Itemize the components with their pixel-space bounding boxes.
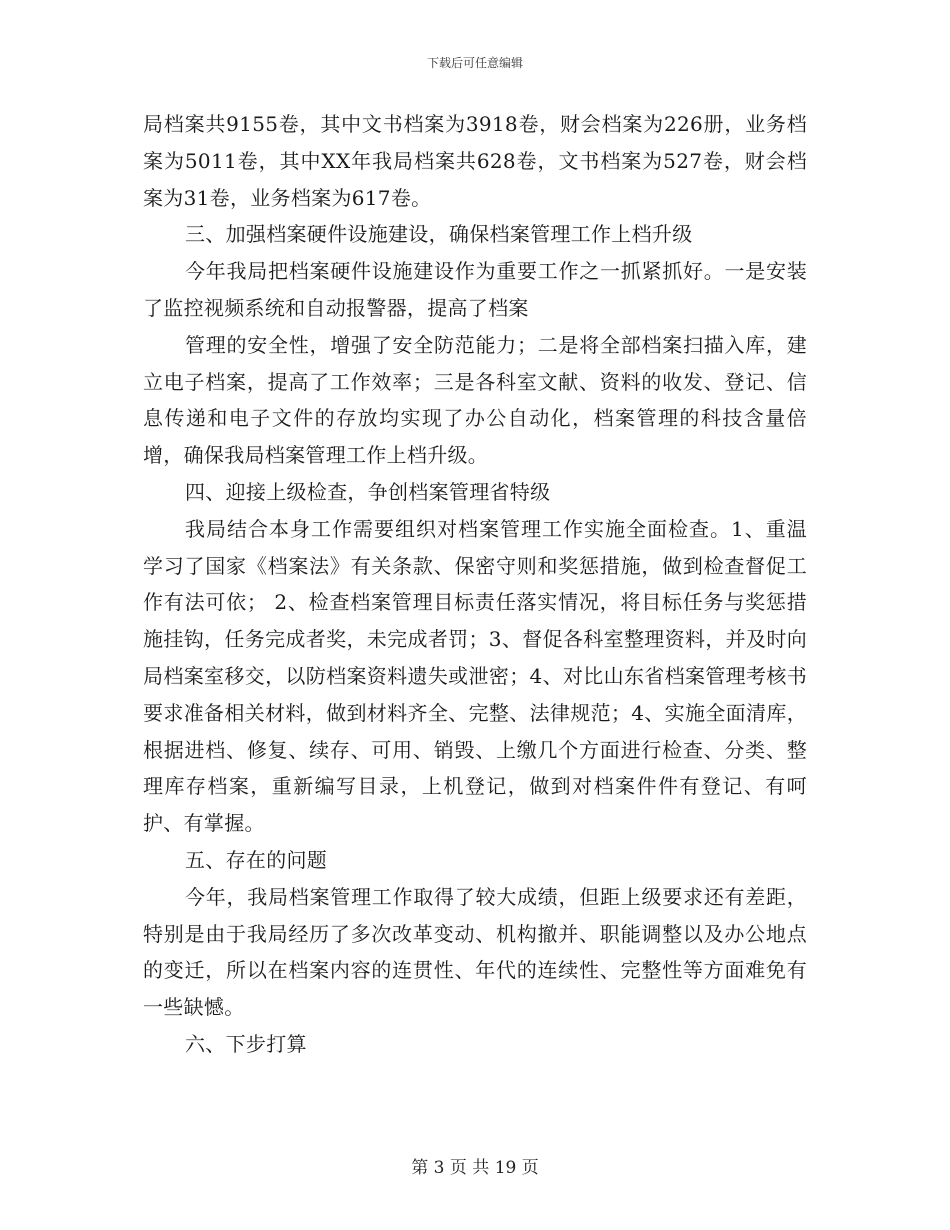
page-number-footer: 第 3 页 共 19 页 <box>411 1158 539 1178</box>
paragraph-problems: 今年，我局档案管理工作取得了较大成绩，但距上级要求还有差距，特别是由于我局经历了多次改革变动、机构撤并、职能调整以及办公地点的变迁，所以在档案内容的连贯性、年代的连续性、完整性等方面难免有一些缺憾。 <box>143 884 807 1020</box>
paragraph-hardware-intro: 今年我局把档案硬件设施建设作为重要工作之一抓紧抓好。一是安装了监控视频系统和自动报警器，提高了档案 <box>143 259 807 320</box>
section-heading-5: 五、存在的问题 <box>185 847 328 872</box>
paragraph-inspection: 我局结合本身工作需要组织对档案管理工作实施全面检查。1、重温学习了国家《档案法》有关条款、保密守则和奖惩措施，做到检查督促工作有法可依； 2、检查档案管理目标责任落实情况，将目标任务与奖惩措施挂钩，任务完成者奖，未完成者罚；3、督促各科室整理资料，并及时向局档案室移交，以防档案资料遗失或泄密；4、对比山东省档案管理考核书要求准备相关材料，做到材料齐全、完整、法律规范；4、实施全面清库，根据进档、修复、续存、可用、销毁、上缴几个方面进行检查、分类、整理库存档案，重新编写目录，上机登记，做到对档案件件有登记、有呵护、有掌握。 <box>143 516 807 836</box>
page-header-note: 下载后可任意编辑 <box>426 56 523 70</box>
section-heading-3: 三、加强档案硬件设施建设，确保档案管理工作上档升级 <box>185 222 693 247</box>
document-body <box>143 106 807 1063</box>
paragraph-archive-counts: 局档案共9155卷，其中文书档案为3918卷，财会档案为226册，业务档案为5011卷，其中XX年我局档案共628卷，文书档案为527卷，财会档案为31卷，业务档案为617卷。 <box>143 112 807 210</box>
paragraph-hardware-details: 管理的安全性，增强了安全防范能力；二是将全部档案扫描入库，建立电子档案，提高了工作效率；三是各科室文献、资料的收发、登记、信息传递和电子文件的存放均实现了办公自动化，档案管理的科技含量倍增，确保我局档案管理工作上档升级。 <box>143 332 807 468</box>
section-heading-6: 六、下步打算 <box>185 1031 307 1056</box>
section-heading-4: 四、迎接上级检查，争创档案管理省特级 <box>185 479 551 504</box>
